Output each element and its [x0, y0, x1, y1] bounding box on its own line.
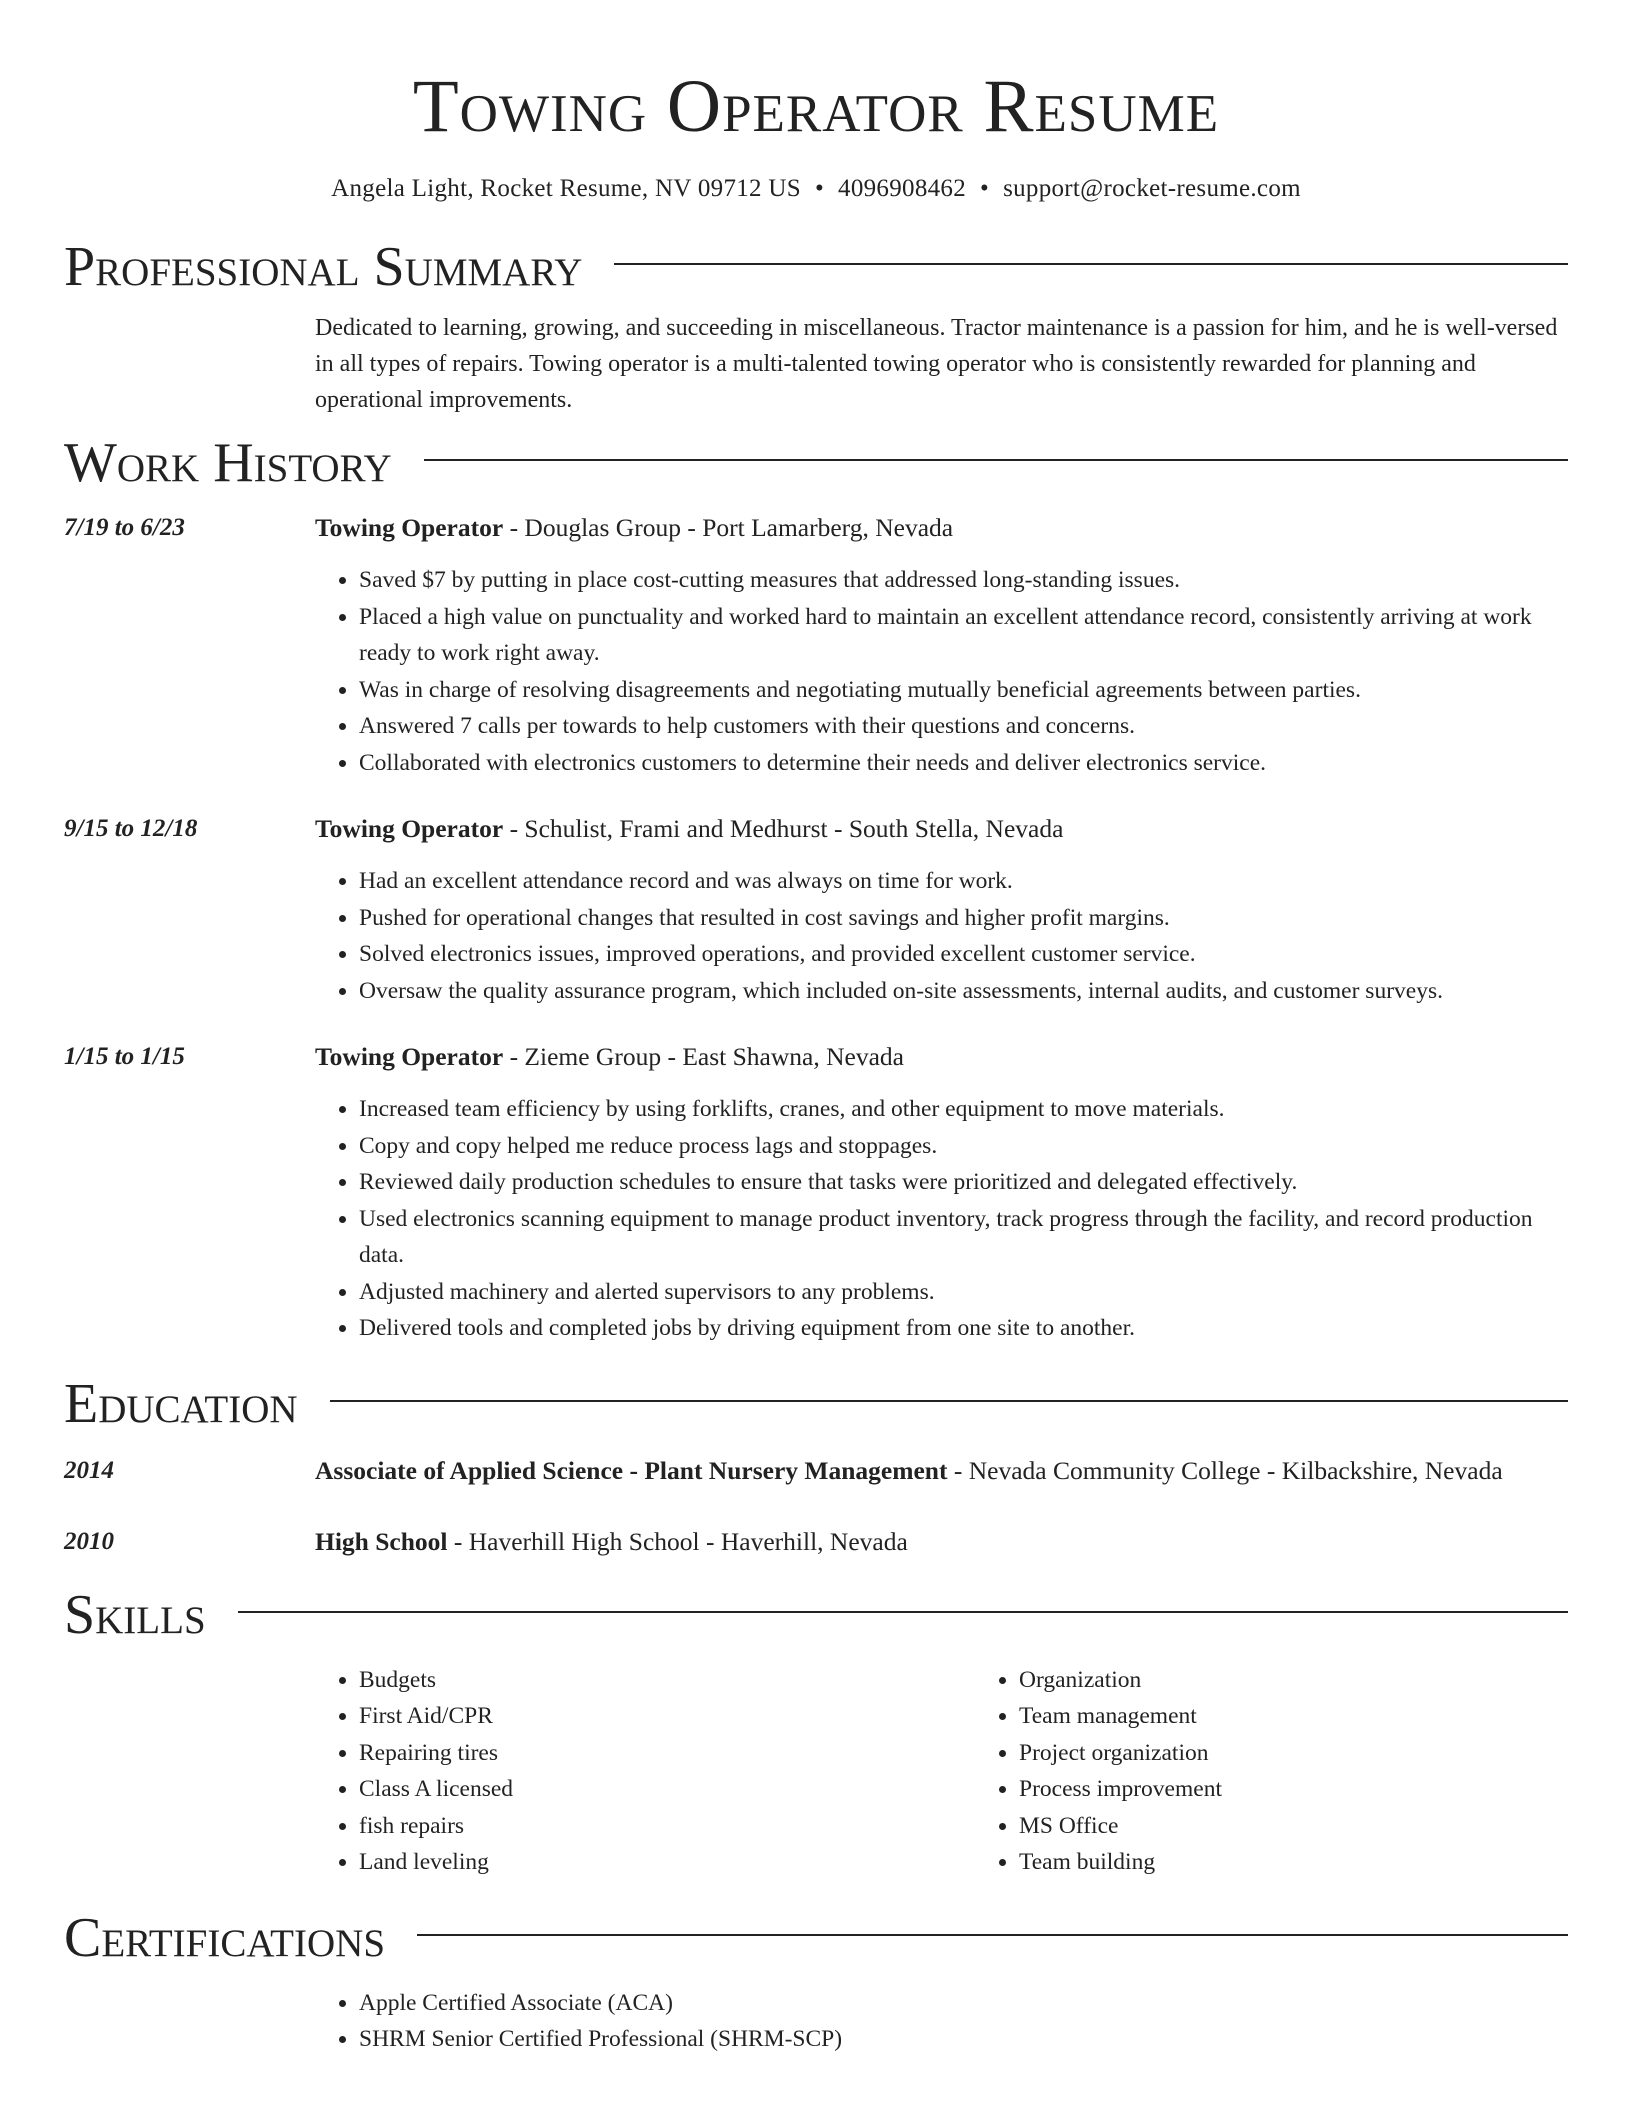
job-heading: [315, 811, 1568, 847]
job-title: Towing Operator: [315, 1042, 504, 1071]
job-entry: [64, 1039, 1568, 1347]
skill-item: • Team building: [1019, 1844, 1632, 1881]
section-divider: [238, 1611, 1568, 1613]
contact-email: support@rocket-resume.com: [1003, 175, 1301, 202]
summary-heading: Professional Summary: [64, 236, 583, 298]
job-details: - Schulist, Frami and Medhurst - South Stella, Nevada: [503, 814, 1064, 843]
job-dates: 9/15 to 12/18: [64, 815, 198, 842]
contact-separator: •: [814, 175, 825, 202]
section-divider: [614, 263, 1568, 265]
skills-spacer: [64, 1662, 315, 1881]
skill-item: • First Aid/CPR: [359, 1698, 975, 1735]
skills-list-left: [315, 1662, 975, 1881]
skill-item: • Class A licensed: [359, 1771, 975, 1808]
summary-text: Dedicated to learning, growing, and succeeding in miscellaneous. Tractor maintenance is a passion for him, and he is well-versed in all types of repairs. Towing operator is a multi-talented towing operator who is consistently rewarded for planning and operational improvements.: [315, 315, 1558, 413]
job-bullet: • Oversaw the quality assurance program, which included on-site assessments, internal audits, and customer surveys.: [359, 973, 1568, 1010]
education-entry: [64, 1524, 1568, 1560]
job-bullet: • Placed a high value on punctuality and worked hard to maintain an excellent attendance record, consistently arriving at work ready to work right away.: [359, 599, 1568, 672]
job-dates: 1/15 to 1/15: [64, 1043, 185, 1070]
work-section-header: [64, 428, 1568, 498]
job-details: - Douglas Group - Port Lamarberg, Nevada: [503, 513, 954, 542]
job-heading: [315, 1039, 1568, 1075]
job-heading: [315, 510, 1568, 546]
resume-page: [64, 0, 1568, 2058]
contact-separator: •: [980, 175, 990, 202]
certifications-heading: Certifications: [64, 1906, 386, 1969]
job-bullet: • Delivered tools and completed jobs by driving equipment from one site to another.: [359, 1310, 1568, 1347]
education-degree: Associate of Applied Science - Plant Nursery Management: [315, 1455, 948, 1485]
job-bullet: • Increased team efficiency by using forklifts, cranes, and other equipment to move materials.: [359, 1091, 1568, 1128]
section-divider: [330, 1400, 1568, 1402]
certifications-spacer: [64, 1985, 315, 2058]
certifications-list: [315, 1985, 1568, 2058]
education-year: 2014: [64, 1456, 114, 1484]
job-bullet: • Collaborated with electronics customers to determine their needs and deliver electronics service.: [359, 745, 1568, 782]
education-degree: High School: [315, 1526, 448, 1556]
education-year: 2010: [64, 1527, 114, 1555]
certification-item: • Apple Certified Associate (ACA): [359, 1985, 1568, 2022]
contact-line: [64, 172, 1568, 206]
education-heading-line: [315, 1524, 1568, 1560]
job-bullet: • Saved $7 by putting in place cost-cutting measures that addressed long-standing issues.: [359, 562, 1568, 599]
job-bullets: [315, 863, 1568, 1009]
contact-phone: 4096908462: [838, 175, 967, 202]
skill-item: • Team management: [1019, 1698, 1632, 1735]
skills-section-header: [64, 1580, 1568, 1650]
skills-row: [64, 1662, 1568, 1881]
certifications-row: [64, 1985, 1568, 2058]
job-title: Towing Operator: [315, 814, 504, 843]
job-dates: 7/19 to 6/23: [64, 514, 185, 541]
job-bullet: • Used electronics scanning equipment to manage product inventory, track progress through the facility, and record production data.: [359, 1201, 1568, 1274]
skills-heading: Skills: [64, 1583, 206, 1646]
education-section-header: [64, 1369, 1568, 1439]
contact-address: Angela Light, Rocket Resume, NV 09712 US: [331, 175, 801, 202]
job-bullet: • Pushed for operational changes that resulted in cost savings and higher profit margins.: [359, 900, 1568, 937]
job-bullets: [315, 1091, 1568, 1347]
skill-item: • Process improvement: [1019, 1771, 1632, 1808]
education-heading-line: [315, 1453, 1568, 1489]
skill-item: • Budgets: [359, 1662, 975, 1699]
job-entry: [64, 510, 1568, 781]
skill-item: • MS Office: [1019, 1808, 1632, 1845]
certification-item: • SHRM Senior Certified Professional (SHRM-SCP): [359, 2021, 1568, 2058]
summary-section-header: [64, 232, 1568, 302]
education-details: - Nevada Community College - Kilbackshire, Nevada: [947, 1455, 1503, 1485]
skill-item: • fish repairs: [359, 1808, 975, 1845]
job-entry: [64, 811, 1568, 1009]
skills-list-right: [975, 1662, 1632, 1881]
summary-spacer: [64, 310, 315, 418]
skill-item: • Organization: [1019, 1662, 1632, 1699]
education-heading: Education: [64, 1372, 298, 1435]
skills-columns: [315, 1662, 1632, 1881]
certifications-section-header: [64, 1903, 1568, 1973]
skill-item: • Land leveling: [359, 1844, 975, 1881]
job-title: Towing Operator: [315, 513, 504, 542]
skill-item: • Project organization: [1019, 1735, 1632, 1772]
section-divider: [424, 459, 1568, 461]
section-divider: [417, 1934, 1568, 1936]
skill-item: • Repairing tires: [359, 1735, 975, 1772]
summary-row: [64, 310, 1568, 418]
job-bullet: • Answered 7 calls per towards to help customers with their questions and concerns.: [359, 708, 1568, 745]
resume-title: Towing Operator Resume: [412, 65, 1220, 148]
job-bullet: • Adjusted machinery and alerted supervisors to any problems.: [359, 1274, 1568, 1311]
work-heading: Work History: [64, 432, 392, 494]
education-details: - Haverhill High School - Haverhill, Nevada: [447, 1526, 908, 1556]
job-details: - Zieme Group - East Shawna, Nevada: [503, 1042, 904, 1071]
education-entry: [64, 1453, 1568, 1489]
job-bullet: • Solved electronics issues, improved operations, and provided excellent customer service.: [359, 936, 1568, 973]
job-bullet: • Reviewed daily production schedules to ensure that tasks were prioritized and delegated effectively.: [359, 1164, 1568, 1201]
job-bullet: • Copy and copy helped me reduce process lags and stoppages.: [359, 1128, 1568, 1165]
job-bullet: • Was in charge of resolving disagreements and negotiating mutually beneficial agreements between parties.: [359, 672, 1568, 709]
job-bullets: [315, 562, 1568, 781]
job-bullet: • Had an excellent attendance record and was always on time for work.: [359, 863, 1568, 900]
